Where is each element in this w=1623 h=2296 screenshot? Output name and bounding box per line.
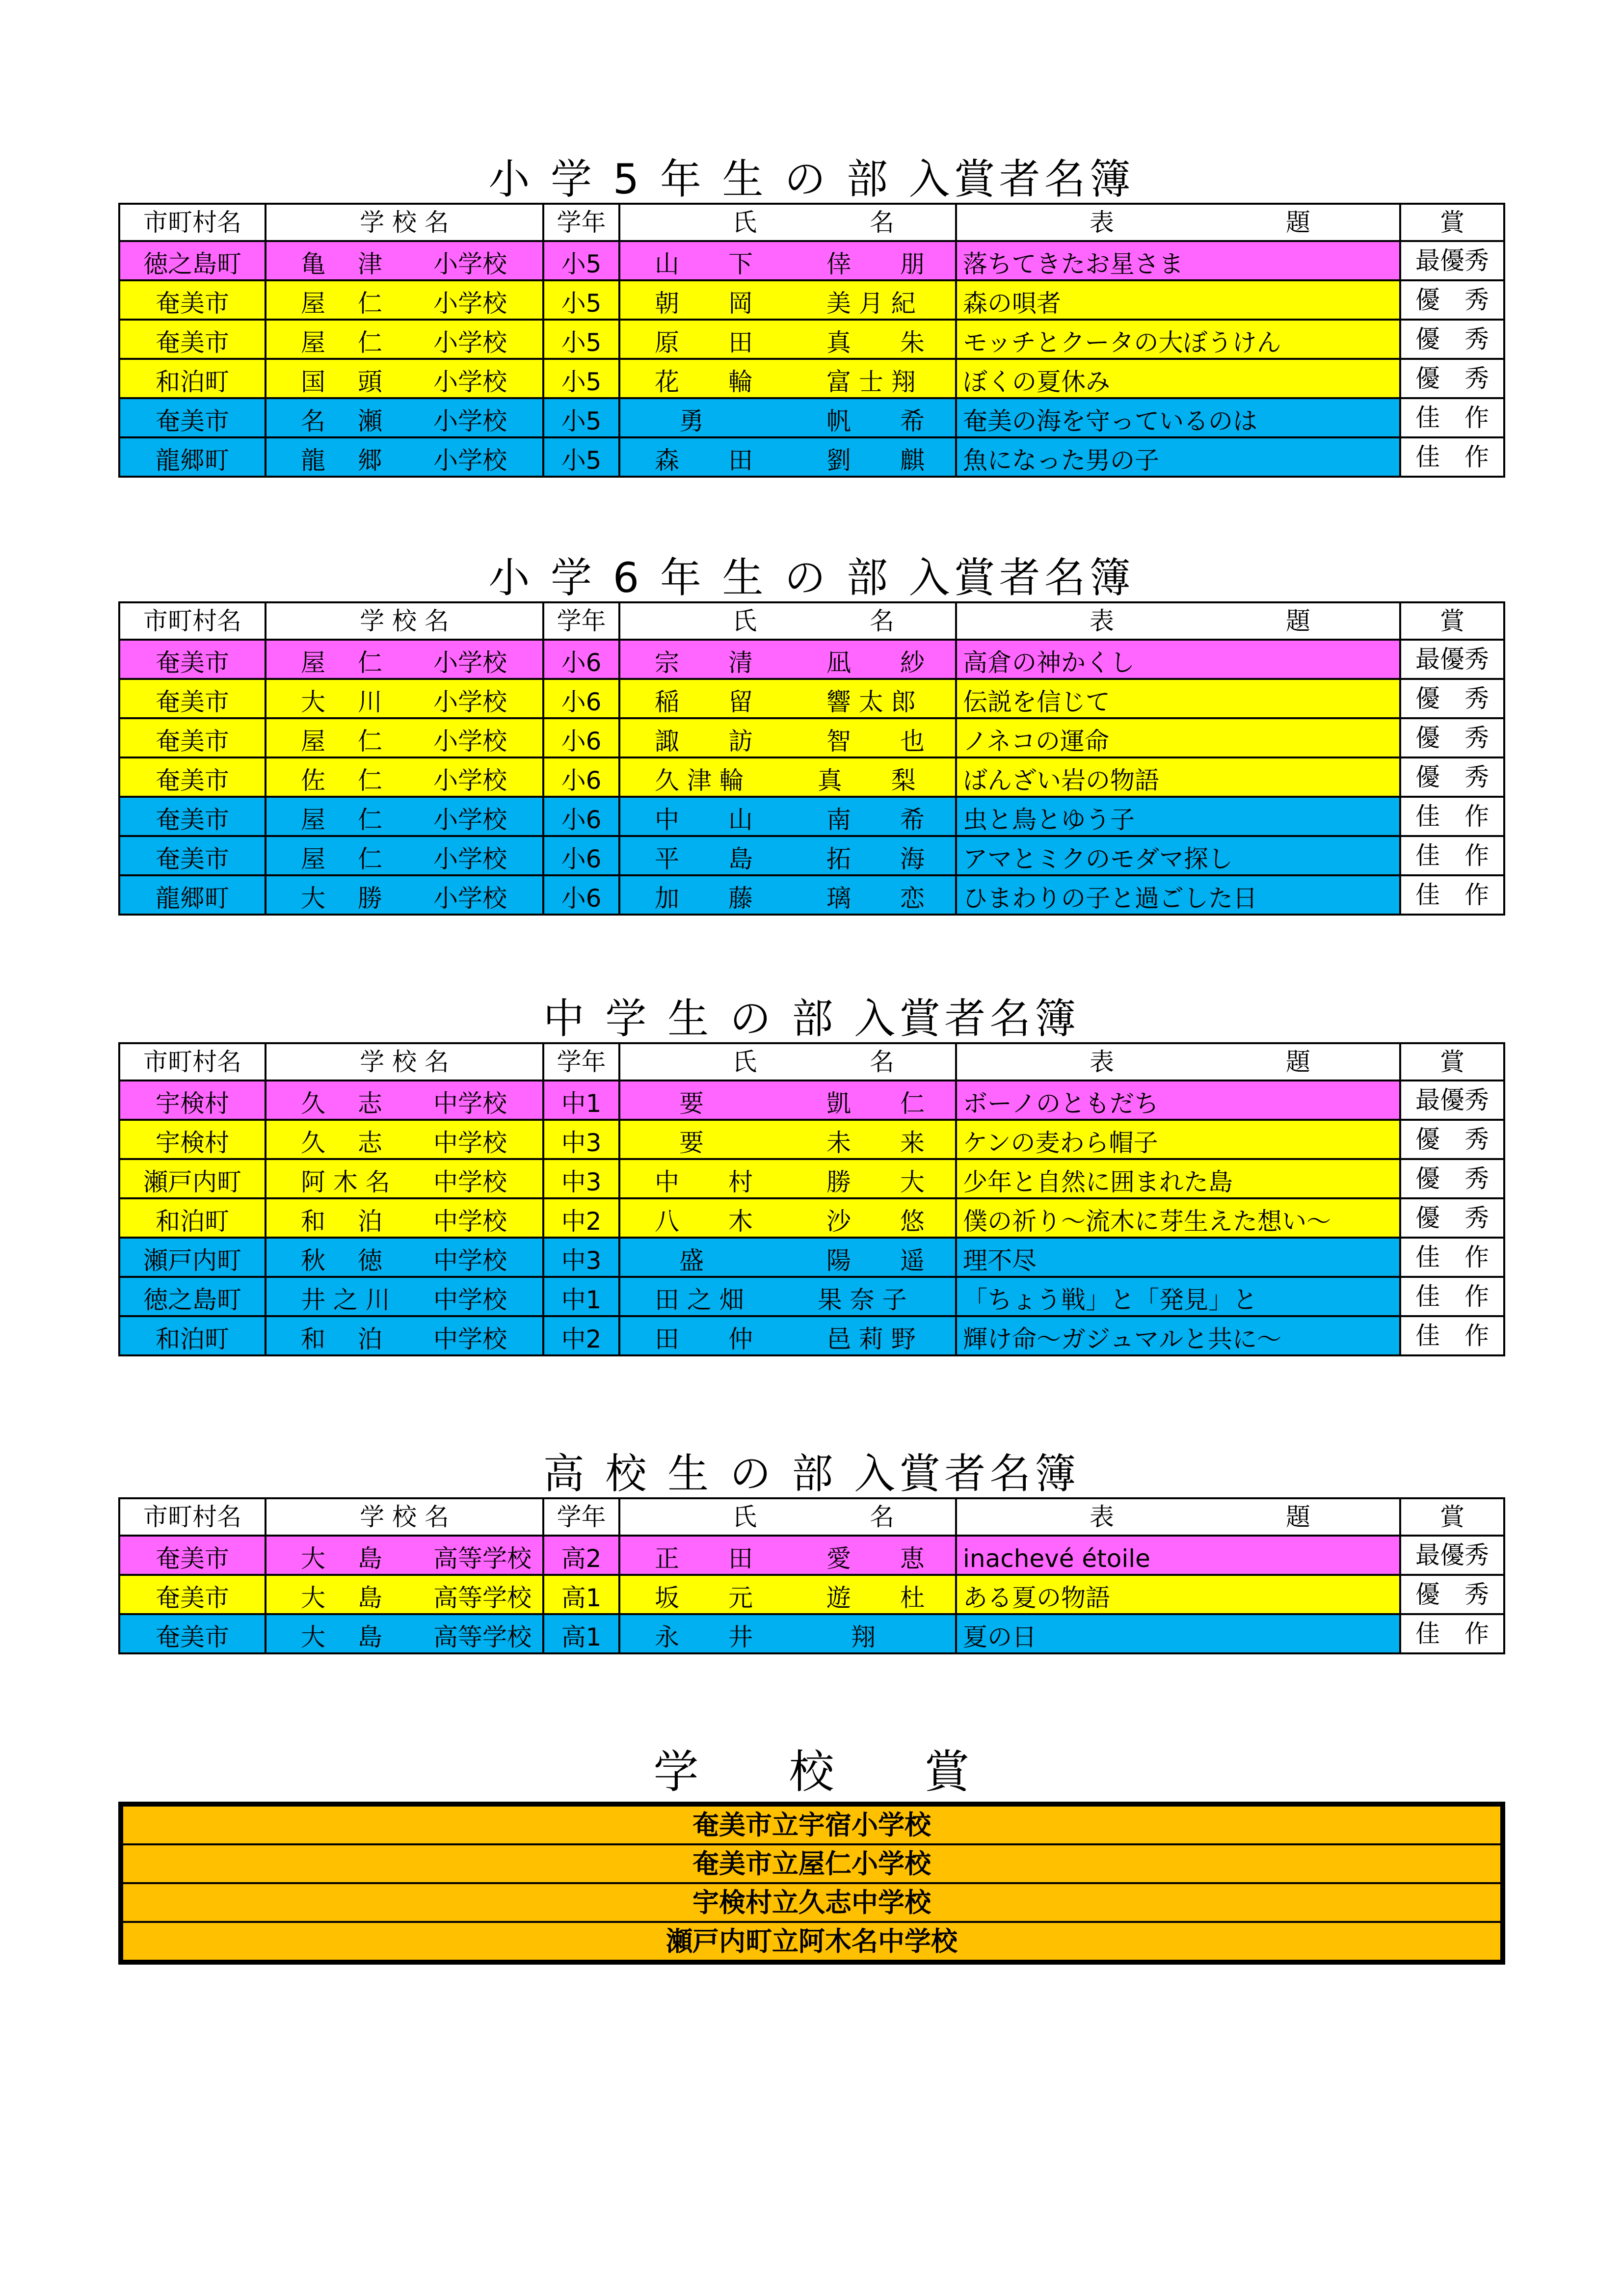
municipality-cell: 奄美市 xyxy=(119,640,266,679)
header-municipality: 市町村名 xyxy=(119,1043,266,1080)
table-row xyxy=(119,359,1504,398)
school-cell xyxy=(266,1614,543,1653)
work-title-cell: モッチとクータの大ぼうけん xyxy=(956,320,1400,359)
work-title-cell: ひまわりの子と過ごした日 xyxy=(956,875,1400,915)
work-title-cell: inachevé étoile xyxy=(956,1536,1400,1575)
school-type: 中学校 xyxy=(433,1129,507,1157)
school-cell xyxy=(266,1277,543,1316)
header-municipality: 市町村名 xyxy=(119,602,266,640)
school-type: 高等学校 xyxy=(433,1623,532,1651)
school-award-name: 奄美市立宇宿小学校 xyxy=(121,1804,1503,1844)
header-school: 学 校 名 xyxy=(266,602,543,640)
school-name: 屋 仁 xyxy=(301,727,382,756)
student-name-cell: 加 藤 璃 恋 xyxy=(619,875,956,915)
school-type: 中学校 xyxy=(433,1325,507,1353)
school-award-row xyxy=(121,1883,1503,1922)
school-type: 小学校 xyxy=(433,766,507,795)
grade-cell: 小5 xyxy=(543,320,619,359)
work-title-cell: 伝説を信じて xyxy=(956,679,1400,718)
school-type: 小学校 xyxy=(433,250,507,278)
school-name: 名 瀬 xyxy=(301,407,382,435)
student-name-cell: 中 山 南 希 xyxy=(619,797,956,836)
header-title-b: 題 xyxy=(1286,1503,1310,1531)
header-name-a: 氏 xyxy=(732,1048,757,1076)
school-type: 高等学校 xyxy=(433,1584,532,1612)
student-name-cell: 永 井 翔 xyxy=(619,1614,956,1653)
work-title-cell: 輝け命～ガジュマルと共に～ xyxy=(956,1316,1400,1355)
grade-cell: 小6 xyxy=(543,836,619,875)
work-title-cell: 「ちょう戦」と「発見」と xyxy=(956,1277,1400,1316)
school-award-name: 宇検村立久志中学校 xyxy=(121,1883,1503,1922)
header-grade: 学年 xyxy=(543,204,619,241)
header-prize: 賞 xyxy=(1400,1043,1504,1080)
student-name-cell: 八 木 沙 悠 xyxy=(619,1198,956,1238)
school-award-row xyxy=(121,1844,1503,1883)
municipality-cell: 奄美市 xyxy=(119,718,266,757)
school-name: 井 之 川 xyxy=(301,1286,390,1314)
work-title-cell: 落ちてきたお星さま xyxy=(956,241,1400,280)
table-row xyxy=(119,280,1504,320)
student-name-cell: 要 未 来 xyxy=(619,1120,956,1159)
school-name: 屋 仁 xyxy=(301,845,382,873)
school-award-row xyxy=(121,1804,1503,1844)
student-name-cell: 森 田 劉 麒 xyxy=(619,437,956,477)
work-title-cell: 魚になった男の子 xyxy=(956,437,1400,477)
school-award-title: 学 校 賞 xyxy=(653,1746,970,1798)
prize-cell: 優 秀 xyxy=(1400,718,1504,757)
student-name-cell: 原 田 真 朱 xyxy=(619,320,956,359)
school-award-table xyxy=(118,1802,1505,1965)
header-row xyxy=(119,602,1504,640)
table-row xyxy=(119,836,1504,875)
work-title-cell: ボーノのともだち xyxy=(956,1080,1400,1120)
prize-cell: 優 秀 xyxy=(1400,320,1504,359)
prize-cell: 最優秀 xyxy=(1400,1536,1504,1575)
student-name-cell: 盛 陽 遥 xyxy=(619,1238,956,1277)
prize-cell: 優 秀 xyxy=(1400,280,1504,320)
grade-cell: 中3 xyxy=(543,1120,619,1159)
header-title-a: 表 xyxy=(1090,1048,1114,1076)
work-title-cell: 奄美の海を守っているのは xyxy=(956,398,1400,437)
school-type: 中学校 xyxy=(433,1089,507,1118)
prize-cell: 最優秀 xyxy=(1400,640,1504,679)
table-row xyxy=(119,1614,1504,1653)
header-grade: 学年 xyxy=(543,602,619,640)
header-title-a: 表 xyxy=(1090,607,1114,635)
header-prize: 賞 xyxy=(1400,204,1504,241)
municipality-cell: 瀬戸内町 xyxy=(119,1238,266,1277)
school-name: 大 川 xyxy=(301,688,382,716)
work-title-cell: ケンの麦わら帽子 xyxy=(956,1120,1400,1159)
prize-cell: 佳 作 xyxy=(1400,1277,1504,1316)
grade-cell: 高1 xyxy=(543,1575,619,1614)
work-title-cell: アマとミクのモダマ探し xyxy=(956,836,1400,875)
school-cell xyxy=(266,640,543,679)
grade-cell: 小6 xyxy=(543,679,619,718)
student-name-cell: 勇 帆 希 xyxy=(619,398,956,437)
school-name: 秋 徳 xyxy=(301,1246,382,1275)
prize-cell: 佳 作 xyxy=(1400,836,1504,875)
table-row xyxy=(119,1198,1504,1238)
municipality-cell: 龍郷町 xyxy=(119,437,266,477)
school-type: 小学校 xyxy=(433,446,507,475)
prize-cell: 佳 作 xyxy=(1400,1316,1504,1355)
header-name-b: 名 xyxy=(870,607,894,635)
header-name-a: 氏 xyxy=(732,208,757,237)
work-title-cell: 夏の日 xyxy=(956,1614,1400,1653)
header-school: 学 校 名 xyxy=(266,204,543,241)
header-school: 学 校 名 xyxy=(266,1498,543,1536)
table-row xyxy=(119,1536,1504,1575)
school-type: 高等学校 xyxy=(433,1544,532,1573)
school-award-row xyxy=(121,1922,1503,1962)
municipality-cell: 奄美市 xyxy=(119,398,266,437)
grade-cell: 小6 xyxy=(543,797,619,836)
table-row xyxy=(119,640,1504,679)
work-title-cell: ぼくの夏休み xyxy=(956,359,1400,398)
school-name: 龍 郷 xyxy=(301,446,382,475)
grade-cell: 小6 xyxy=(543,875,619,915)
student-name-cell: 花 輪 富 士 翔 xyxy=(619,359,956,398)
prize-cell: 佳 作 xyxy=(1400,437,1504,477)
municipality-cell: 奄美市 xyxy=(119,1575,266,1614)
school-name: 大 島 xyxy=(301,1584,382,1612)
work-title-cell: ばんざい岩の物語 xyxy=(956,757,1400,797)
school-type: 中学校 xyxy=(433,1207,507,1236)
school-name: 大 島 xyxy=(301,1544,382,1573)
table-row xyxy=(119,1575,1504,1614)
school-name: 屋 仁 xyxy=(301,806,382,834)
school-name: 大 勝 xyxy=(301,884,382,913)
school-name: 屋 仁 xyxy=(301,648,382,677)
school-type: 小学校 xyxy=(433,648,507,677)
table-row xyxy=(119,1277,1504,1316)
work-title-cell: 森の唄者 xyxy=(956,280,1400,320)
table-row xyxy=(119,718,1504,757)
municipality-cell: 奄美市 xyxy=(119,280,266,320)
school-type: 小学校 xyxy=(433,407,507,435)
school-cell xyxy=(266,679,543,718)
school-type: 小学校 xyxy=(433,727,507,756)
school-cell xyxy=(266,1198,543,1238)
school-type: 小学校 xyxy=(433,806,507,834)
prize-cell: 優 秀 xyxy=(1400,1159,1504,1198)
student-name-cell: 田 仲 邑 莉 野 xyxy=(619,1316,956,1355)
header-row xyxy=(119,1498,1504,1536)
school-cell xyxy=(266,241,543,280)
student-name-cell: 山 下 倖 朋 xyxy=(619,241,956,280)
school-type: 小学校 xyxy=(433,845,507,873)
header-title-b: 題 xyxy=(1286,1048,1310,1076)
table-row xyxy=(119,1159,1504,1198)
municipality-cell: 奄美市 xyxy=(119,797,266,836)
school-cell xyxy=(266,398,543,437)
header-title-a: 表 xyxy=(1090,208,1114,237)
school-type: 中学校 xyxy=(433,1168,507,1196)
header-title xyxy=(956,1498,1400,1536)
work-title-cell: ある夏の物語 xyxy=(956,1575,1400,1614)
header-grade: 学年 xyxy=(543,1043,619,1080)
school-name: 久 志 xyxy=(301,1089,382,1118)
grade-cell: 高2 xyxy=(543,1536,619,1575)
table-row xyxy=(119,437,1504,477)
work-title-cell: 高倉の神かくし xyxy=(956,640,1400,679)
municipality-cell: 奄美市 xyxy=(119,1614,266,1653)
prize-cell: 優 秀 xyxy=(1400,1575,1504,1614)
school-cell xyxy=(266,1159,543,1198)
section-title: 高 校 生 の 部 入賞者名簿 xyxy=(543,1450,1080,1498)
school-cell xyxy=(266,718,543,757)
school-cell xyxy=(266,1536,543,1575)
header-title-b: 題 xyxy=(1286,607,1310,635)
prize-cell: 佳 作 xyxy=(1400,398,1504,437)
school-cell xyxy=(266,875,543,915)
school-award-name: 奄美市立屋仁小学校 xyxy=(121,1844,1503,1883)
school-cell xyxy=(266,1080,543,1120)
student-name-cell: 諏 訪 智 也 xyxy=(619,718,956,757)
school-name: 和 泊 xyxy=(301,1325,382,1353)
prize-cell: 最優秀 xyxy=(1400,241,1504,280)
school-name: 大 島 xyxy=(301,1623,382,1651)
prize-cell: 佳 作 xyxy=(1400,875,1504,915)
grade-cell: 小5 xyxy=(543,398,619,437)
work-title-cell: 虫と鳥とゆう子 xyxy=(956,797,1400,836)
table-row xyxy=(119,1080,1504,1120)
work-title-cell: ノネコの運命 xyxy=(956,718,1400,757)
table-row xyxy=(119,1316,1504,1355)
school-cell xyxy=(266,280,543,320)
grade-cell: 中2 xyxy=(543,1316,619,1355)
school-cell xyxy=(266,797,543,836)
municipality-cell: 奄美市 xyxy=(119,320,266,359)
school-cell xyxy=(266,757,543,797)
header-name-b: 名 xyxy=(870,1048,894,1076)
prize-cell: 優 秀 xyxy=(1400,757,1504,797)
municipality-cell: 奄美市 xyxy=(119,1536,266,1575)
header-name-a: 氏 xyxy=(732,1503,757,1531)
grade-cell: 小5 xyxy=(543,437,619,477)
school-name: 国 頭 xyxy=(301,368,382,396)
header-prize: 賞 xyxy=(1400,1498,1504,1536)
school-type: 小学校 xyxy=(433,328,507,357)
header-name xyxy=(619,204,956,241)
grade-cell: 中1 xyxy=(543,1277,619,1316)
award-table xyxy=(118,203,1505,478)
student-name-cell: 朝 岡 美 月 紀 xyxy=(619,280,956,320)
municipality-cell: 宇検村 xyxy=(119,1080,266,1120)
grade-cell: 小5 xyxy=(543,359,619,398)
municipality-cell: 和泊町 xyxy=(119,1316,266,1355)
school-name: 阿 木 名 xyxy=(301,1168,390,1196)
section-title: 小 学 5 年 生 の 部 入賞者名簿 xyxy=(488,155,1135,203)
student-name-cell: 中 村 勝 大 xyxy=(619,1159,956,1198)
table-row xyxy=(119,679,1504,718)
header-row xyxy=(119,1043,1504,1080)
work-title-cell: 理不尽 xyxy=(956,1238,1400,1277)
school-name: 和 泊 xyxy=(301,1207,382,1236)
header-school: 学 校 名 xyxy=(266,1043,543,1080)
school-cell xyxy=(266,1238,543,1277)
school-name: 亀 津 xyxy=(301,250,382,278)
prize-cell: 優 秀 xyxy=(1400,359,1504,398)
student-name-cell: 稲 留 響 太 郎 xyxy=(619,679,956,718)
grade-cell: 中3 xyxy=(543,1238,619,1277)
table-row xyxy=(119,241,1504,280)
school-award-name: 瀬戸内町立阿木名中学校 xyxy=(121,1922,1503,1962)
table-row xyxy=(119,320,1504,359)
municipality-cell: 宇検村 xyxy=(119,1120,266,1159)
municipality-cell: 奄美市 xyxy=(119,679,266,718)
school-cell xyxy=(266,1120,543,1159)
prize-cell: 優 秀 xyxy=(1400,1198,1504,1238)
header-name-b: 名 xyxy=(870,1503,894,1531)
header-title xyxy=(956,204,1400,241)
table-row xyxy=(119,875,1504,915)
table-row xyxy=(119,797,1504,836)
school-type: 小学校 xyxy=(433,368,507,396)
student-name-cell: 平 島 拓 海 xyxy=(619,836,956,875)
award-table xyxy=(118,1497,1505,1654)
student-name-cell: 正 田 愛 恵 xyxy=(619,1536,956,1575)
school-type: 小学校 xyxy=(433,688,507,716)
grade-cell: 高1 xyxy=(543,1614,619,1653)
grade-cell: 小5 xyxy=(543,280,619,320)
municipality-cell: 奄美市 xyxy=(119,836,266,875)
school-cell xyxy=(266,320,543,359)
header-title xyxy=(956,602,1400,640)
table-row xyxy=(119,1238,1504,1277)
header-title-a: 表 xyxy=(1090,1503,1114,1531)
grade-cell: 中2 xyxy=(543,1198,619,1238)
student-name-cell: 久 津 輪 真 梨 xyxy=(619,757,956,797)
prize-cell: 優 秀 xyxy=(1400,1120,1504,1159)
student-name-cell: 田 之 畑 果 奈 子 xyxy=(619,1277,956,1316)
grade-cell: 小5 xyxy=(543,241,619,280)
prize-cell: 佳 作 xyxy=(1400,797,1504,836)
school-cell xyxy=(266,359,543,398)
municipality-cell: 瀬戸内町 xyxy=(119,1159,266,1198)
work-title-cell: 少年と自然に囲まれた島 xyxy=(956,1159,1400,1198)
prize-cell: 佳 作 xyxy=(1400,1614,1504,1653)
section-title: 中 学 生 の 部 入賞者名簿 xyxy=(543,995,1080,1043)
grade-cell: 中3 xyxy=(543,1159,619,1198)
municipality-cell: 奄美市 xyxy=(119,757,266,797)
school-name: 佐 仁 xyxy=(301,766,382,795)
header-name-a: 氏 xyxy=(732,607,757,635)
municipality-cell: 和泊町 xyxy=(119,359,266,398)
municipality-cell: 龍郷町 xyxy=(119,875,266,915)
header-municipality: 市町村名 xyxy=(119,204,266,241)
school-name: 屋 仁 xyxy=(301,328,382,357)
school-type: 小学校 xyxy=(433,884,507,913)
school-cell xyxy=(266,1575,543,1614)
school-cell xyxy=(266,437,543,477)
prize-cell: 佳 作 xyxy=(1400,1238,1504,1277)
grade-cell: 小6 xyxy=(543,757,619,797)
school-type: 小学校 xyxy=(433,289,507,318)
section-title: 小 学 6 年 生 の 部 入賞者名簿 xyxy=(488,554,1135,602)
award-table xyxy=(118,1042,1505,1356)
student-name-cell: 坂 元 遊 杜 xyxy=(619,1575,956,1614)
school-type: 中学校 xyxy=(433,1246,507,1275)
school-name: 久 志 xyxy=(301,1129,382,1157)
header-municipality: 市町村名 xyxy=(119,1498,266,1536)
header-row xyxy=(119,204,1504,241)
table-row xyxy=(119,757,1504,797)
table-row xyxy=(119,1120,1504,1159)
student-name-cell: 要 凱 仁 xyxy=(619,1080,956,1120)
municipality-cell: 徳之島町 xyxy=(119,1277,266,1316)
student-name-cell: 宗 清 凪 紗 xyxy=(619,640,956,679)
header-grade: 学年 xyxy=(543,1498,619,1536)
municipality-cell: 和泊町 xyxy=(119,1198,266,1238)
school-type: 中学校 xyxy=(433,1286,507,1314)
header-name-b: 名 xyxy=(870,208,894,237)
table-row xyxy=(119,398,1504,437)
grade-cell: 小6 xyxy=(543,640,619,679)
header-title xyxy=(956,1043,1400,1080)
work-title-cell: 僕の祈り～流木に芽生えた想い～ xyxy=(956,1198,1400,1238)
school-cell xyxy=(266,1316,543,1355)
header-name xyxy=(619,1498,956,1536)
header-name xyxy=(619,602,956,640)
header-prize: 賞 xyxy=(1400,602,1504,640)
prize-cell: 最優秀 xyxy=(1400,1080,1504,1120)
school-cell xyxy=(266,836,543,875)
grade-cell: 小6 xyxy=(543,718,619,757)
header-name xyxy=(619,1043,956,1080)
school-name: 屋 仁 xyxy=(301,289,382,318)
municipality-cell: 徳之島町 xyxy=(119,241,266,280)
prize-cell: 優 秀 xyxy=(1400,679,1504,718)
header-title-b: 題 xyxy=(1286,208,1310,237)
award-table xyxy=(118,601,1505,916)
grade-cell: 中1 xyxy=(543,1080,619,1120)
